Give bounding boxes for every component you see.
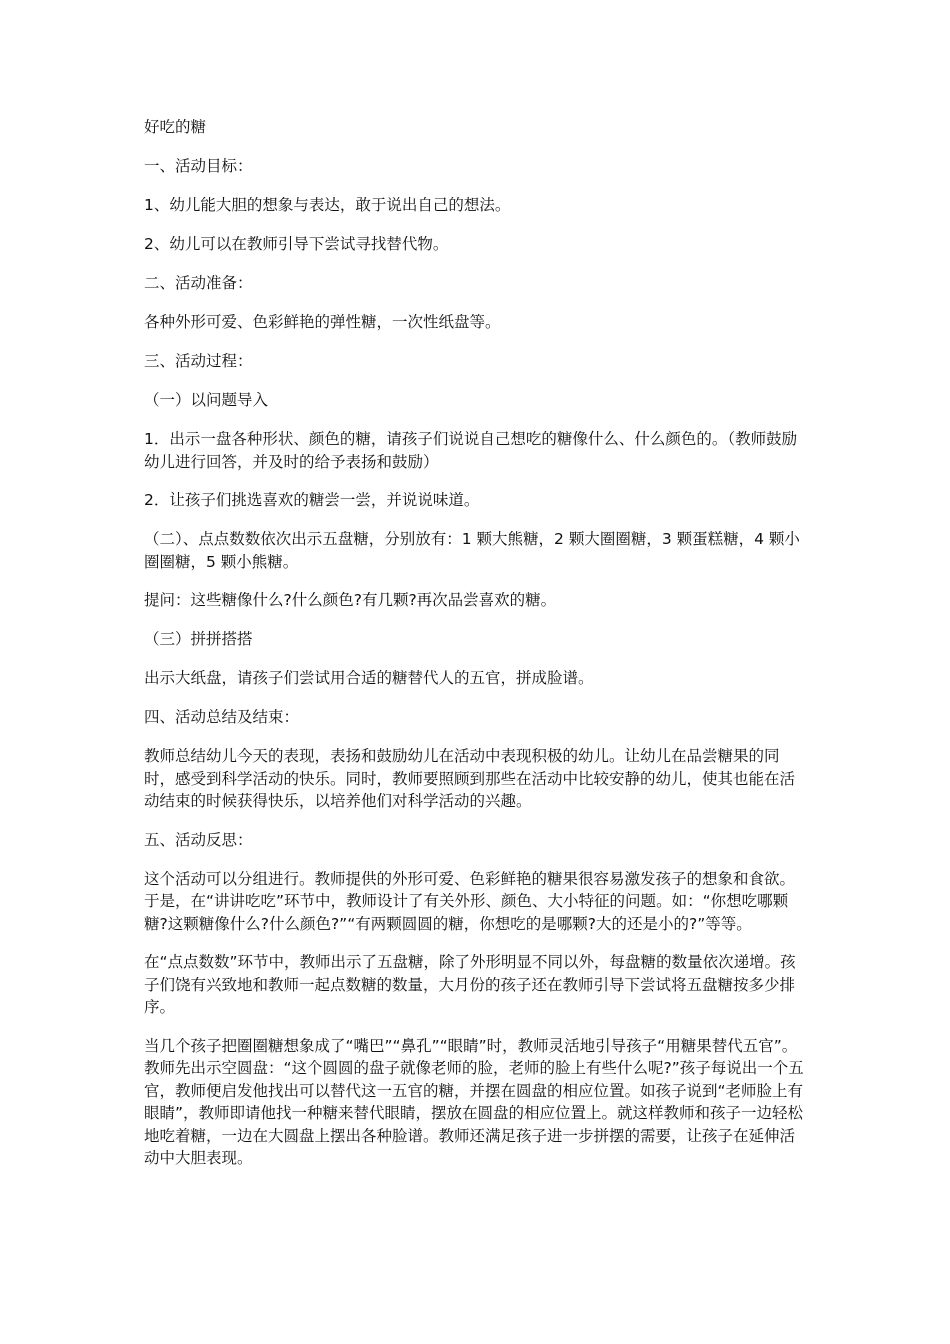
subsection-heading-1: （一）以问题导入 (144, 391, 269, 409)
process-step-2: 2．让孩子们挑选喜欢的糖尝一尝，并说说味道。 (144, 491, 480, 509)
question-text: 提问：这些糖像什么?什么颜色?有几颗?再次品尝喜欢的糖。 (144, 591, 557, 609)
section-heading-summary: 四、活动总结及结束： (144, 708, 300, 726)
document-page (144, 116, 808, 1186)
reflection-paragraph-3: 当几个孩子把圈圈糖想象成了“嘴巴”“鼻孔”“眼睛”时，教师灵活地引导孩子“用糖果替代五官”。教师先出示空圆盘：“这个圆圆的盘子就像老师的脸，老师的脸上有些什么呢?”孩子每说出一个五官，教师便启发他找出可以替代这一五官的糖，并摆在圆盘的相应位置。如孩子说到“老师脸上有眼睛”，教师即请他找一种糖来替代眼睛，摆放在圆盘的相应位置上。就这样教师和孩子一边轻松地吃着糖，一边在大圆盘上摆出各种脸谱。教师还满足孩子进一步拼摆的需要，让孩子在延伸活动中大胆表现。 (144, 1036, 804, 1167)
section-heading-preparation: 二、活动准备： (144, 274, 253, 292)
process-step-1: 1．出示一盘各种形状、颜色的糖，请孩子们说说自己想吃的糖像什么、什么颜色的。（教师鼓励幼儿进行回答，并及时的给予表扬和鼓励） (144, 430, 798, 471)
goal-item-1: 1、幼儿能大胆的想象与表达，敢于说出自己的想法。 (144, 196, 511, 214)
subsection-heading-2: （二）、点点数数依次出示五盘糖，分别放有：1 颗大熊糖，2 颗大圈圈糖，3 颗蛋糕糖，4 颗小圈圈糖，5 颗小熊糖。 (144, 530, 800, 571)
reflection-paragraph-1: 这个活动可以分组进行。教师提供的外形可爱、色彩鲜艳的糖果很容易激发孩子的想象和食欲。于是，在“讲讲吃吃”环节中，教师设计了有关外形、颜色、大小特征的问题。如：“你想吃哪颗糖?这颗糖像什么?什么颜色?”“有两颗圆圆的糖，你想吃的是哪颗?大的还是小的?”等等。 (144, 869, 796, 933)
section-heading-goals: 一、活动目标： (144, 157, 253, 175)
document-title: 好吃的糖 (144, 118, 207, 136)
subsection-heading-3: （三）拼拼搭搭 (144, 630, 253, 648)
preparation-text: 各种外形可爱、色彩鲜艳的弹性糖，一次性纸盘等。 (144, 313, 501, 331)
plate-activity-text: 出示大纸盘，请孩子们尝试用合适的糖替代人的五官，拼成脸谱。 (144, 669, 594, 687)
goal-item-2: 2、幼儿可以在教师引导下尝试寻找替代物。 (144, 235, 449, 253)
summary-text: 教师总结幼儿今天的表现，表扬和鼓励幼儿在活动中表现积极的幼儿。让幼儿在品尝糖果的同时，感受到科学活动的快乐。同时，教师要照顾到那些在活动中比较安静的幼儿，使其也能在活动结束的时候获得快乐，以培养他们对科学活动的兴趣。 (144, 747, 796, 810)
section-heading-reflection: 五、活动反思： (144, 830, 253, 849)
section-heading-process: 三、活动过程： (144, 352, 253, 370)
reflection-paragraph-2: 在“点点数数”环节中，教师出示了五盘糖，除了外形明显不同以外，每盘糖的数量依次递增。孩子们饶有兴致地和教师一起点数糖的数量，大月份的孩子还在教师引导下尝试将五盘糖按多少排序。 (144, 953, 796, 1016)
